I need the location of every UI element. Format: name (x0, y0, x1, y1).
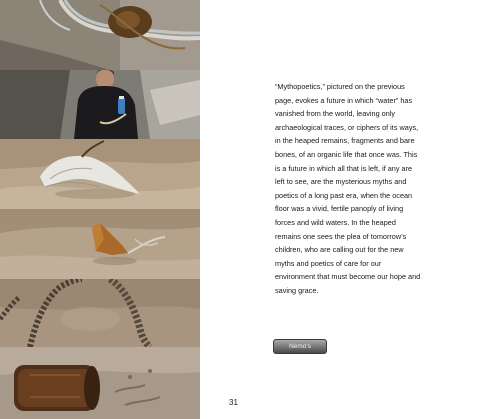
body-paragraph: “Mythopoetics,” pictured on the previous page, evokes a future in which “water” has vanished from the world, leaving only archaeological traces, or ciphers of its ways, in the heaped remains, fragments and bare bones, of an organic life that once was. This is a future in which all that is left, if any are left to see, are the mysterious myths and poetics of a long past era, when the ocean floor was a vivid, fertile panoply of living forces and wild waters. In the heaped remains one sees the plea of tomorrow’s children, who are calling out for the new myths and poetics of care for our environment that must become our hope and saving grace. (275, 82, 421, 295)
photo-strip (0, 0, 200, 419)
kelp-in-sand-photo (0, 209, 200, 279)
rope-on-rocks-photo (0, 0, 200, 70)
rope-curve-in-sand-photo (0, 279, 200, 347)
nemos-back-button[interactable]: Nemo's (273, 339, 327, 354)
page-number: 31 (229, 398, 238, 407)
man-holding-bottle-photo (0, 70, 200, 139)
shell-in-sand-photo (0, 139, 200, 209)
body-text-block (275, 80, 423, 298)
rusted-can-in-sand-photo (0, 347, 200, 419)
